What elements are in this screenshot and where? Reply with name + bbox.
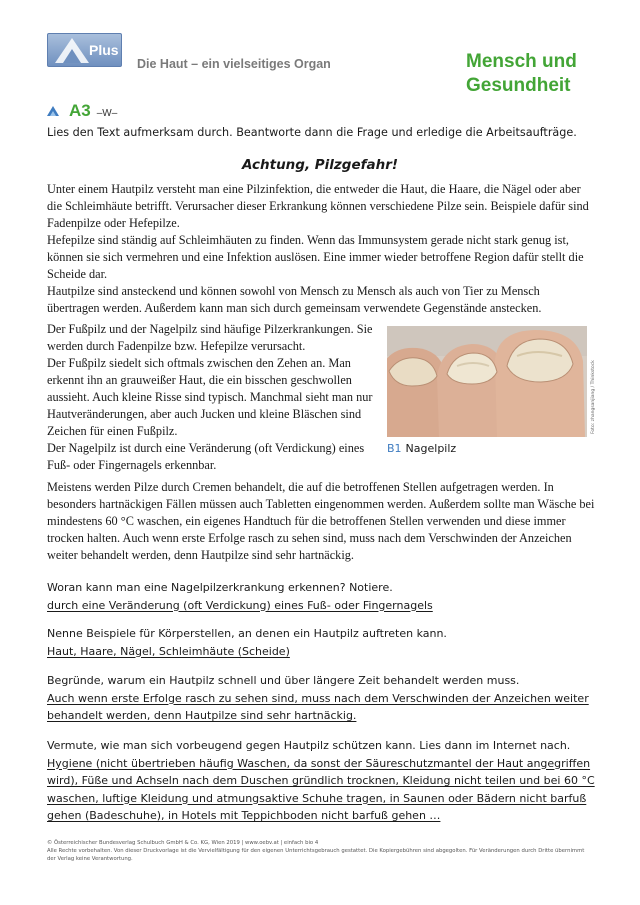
question-prompt: Begründe, warum ein Hautpilz schnell und über längere Zeit behandelt werden muss. [47, 674, 520, 687]
article-intro [47, 181, 595, 317]
paragraph: Der Fußpilz und der Nagelpilz sind häufige Pilzerkrankungen. Sie werden durch Fadenpilze bzw. Hefepilze verursacht. [47, 322, 373, 353]
task-instruction: Lies den Text aufmerksam durch. Beantworte dann die Frage und erledige die Arbeitsaufträge. [47, 126, 577, 139]
logo-text: Plus [89, 42, 119, 58]
figure-number: B1 [387, 442, 402, 455]
nail-fungus-photo [387, 326, 587, 437]
footer [47, 839, 592, 863]
question-block [47, 737, 607, 825]
question-prompt: Vermute, wie man sich vorbeugend gegen Hautpilz schützen kann. Lies dann im Internet nach. [47, 739, 571, 752]
publisher-logo [47, 33, 122, 67]
task-header [47, 101, 117, 121]
article-title: Achtung, Pilzgefahr! [241, 157, 399, 173]
question-block [47, 579, 607, 614]
footer-copyright: © Österreichischer Bundesverlag Schulbuch GmbH & Co. KG, Wien 2019 | www.oebv.at | einfach bio 4 [47, 840, 319, 846]
subject-title: Mensch und Gesundheit [466, 51, 577, 96]
paragraph: Unter einem Hautpilz versteht man eine Pilzinfektion, die entweder die Haut, die Haare, die Nägel oder aber die Schleimhäute betrifft. Verursacher dieser Erkrankung können verschiedene Pilze sein. Beispiele dafür sind Fadenpilze oder Hefepilze. [47, 182, 589, 230]
question-block [47, 672, 607, 725]
question-block [47, 625, 607, 660]
paragraph: Hautpilze sind ansteckend und können sowohl von Mensch zu Mensch als auch von Tier zu Mensch übertragen werden. Außerdem kann man sich durch gemeinsam verwendete Gegenstände anstecken. [47, 284, 542, 315]
article-foot-fungus [47, 321, 377, 474]
question-prompt: Woran kann man eine Nagelpilzerkrankung erkennen? Notiere. [47, 581, 393, 594]
answer-text[interactable]: Auch wenn erste Erfolge rasch zu sehen sind, muss nach dem Verschwinden der Anzeichen weiter behandelt werden, denn Hautpilze sind sehr hartnäckig. [47, 691, 589, 722]
question-prompt: Nenne Beispiele für Körperstellen, an denen ein Hautpilz auftreten kann. [47, 627, 447, 640]
level-triangle-icon [47, 105, 59, 117]
answer-text[interactable]: Haut, Haare, Nägel, Schleimhäute (Scheide) [47, 644, 290, 658]
paragraph: Der Fußpilz siedelt sich oftmals zwischen den Zehen an. Man erkennt ihn an grauweißer Haut, die ein bisschen geschwollen aussieht. Auch kleine Risse sind typisch. Manchmal sieht man nur Hautveränderungen, aber auch Jucken und kleine Bläschen sind Zeichen für einen Fußpilz. [47, 356, 373, 438]
figure-caption-text: Nagelpilz [405, 442, 457, 455]
figure-caption [387, 442, 456, 455]
photo-credit-text: Foto: zhangsanjiang / Thinkstock [591, 360, 596, 434]
answer-text[interactable]: Hygiene (nicht übertrieben häufig Waschen, da sonst der Säureschutzmantel der Haut angegriffen wird), Füße und Achseln nach dem Duschen gründlich trocknen, Kleidung nicht teilen und bei 60 °C waschen, luftige Kleidung und atmungsaktive Schuhe tragen, in Saunen oder Bädern nicht barfuß gehen (Badeschuhe), in Hotels mit Teppichboden nicht barfuß gehen … [47, 756, 595, 822]
photo-credit [591, 326, 599, 437]
footer-rights: Alle Rechte vorbehalten. Von dieser Druckvorlage ist die Vervielfältigung für den eigenen Unterrichtsgebrauch gestattet. Die Kopiergebühren sind abgegolten. Für Veränderungen durch Dritte übernimmt der Verlag keine Verantwortung. [47, 848, 585, 862]
article-treatment: Meistens werden Pilze durch Cremen behandelt, die auf die betroffenen Stellen aufgetragen werden. In besonders hartnäckigen Fällen müssen auch Tabletten eingenommen werden. Außerdem sollte man Wäsche bei mindestens 60 °C waschen, ein eigenes Handtuch für die betroffenen Stellen verwenden und diese immer trocken halten. Auch wenn erste Erfolge rasch zu sehen sind, muss nach dem Verschwinden der Anzeichen weiter behandelt werden, denn Hautpilze sind sehr hartnäckig. [47, 480, 595, 562]
paragraph: Hefepilze sind ständig auf Schleimhäuten zu finden. Wenn das Immunsystem gerade nicht stark genug ist, können sie sich vermehren und eine Infektion auslösen. Eine immer wieder betroffene Region dafür stellt die Scheide dar. [47, 233, 584, 281]
answer-text[interactable]: durch eine Veränderung (oft Verdickung) eines Fuß- oder Fingernagels [47, 598, 433, 612]
task-code: A3 [69, 101, 91, 120]
page-title: Die Haut – ein vielseitiges Organ [137, 57, 331, 71]
toes-illustration [387, 326, 587, 437]
task-level: –W– [96, 108, 118, 119]
paragraph: Der Nagelpilz ist durch eine Veränderung (oft Verdickung) eines Fuß- oder Fingernagels erkennbar. [47, 441, 365, 472]
